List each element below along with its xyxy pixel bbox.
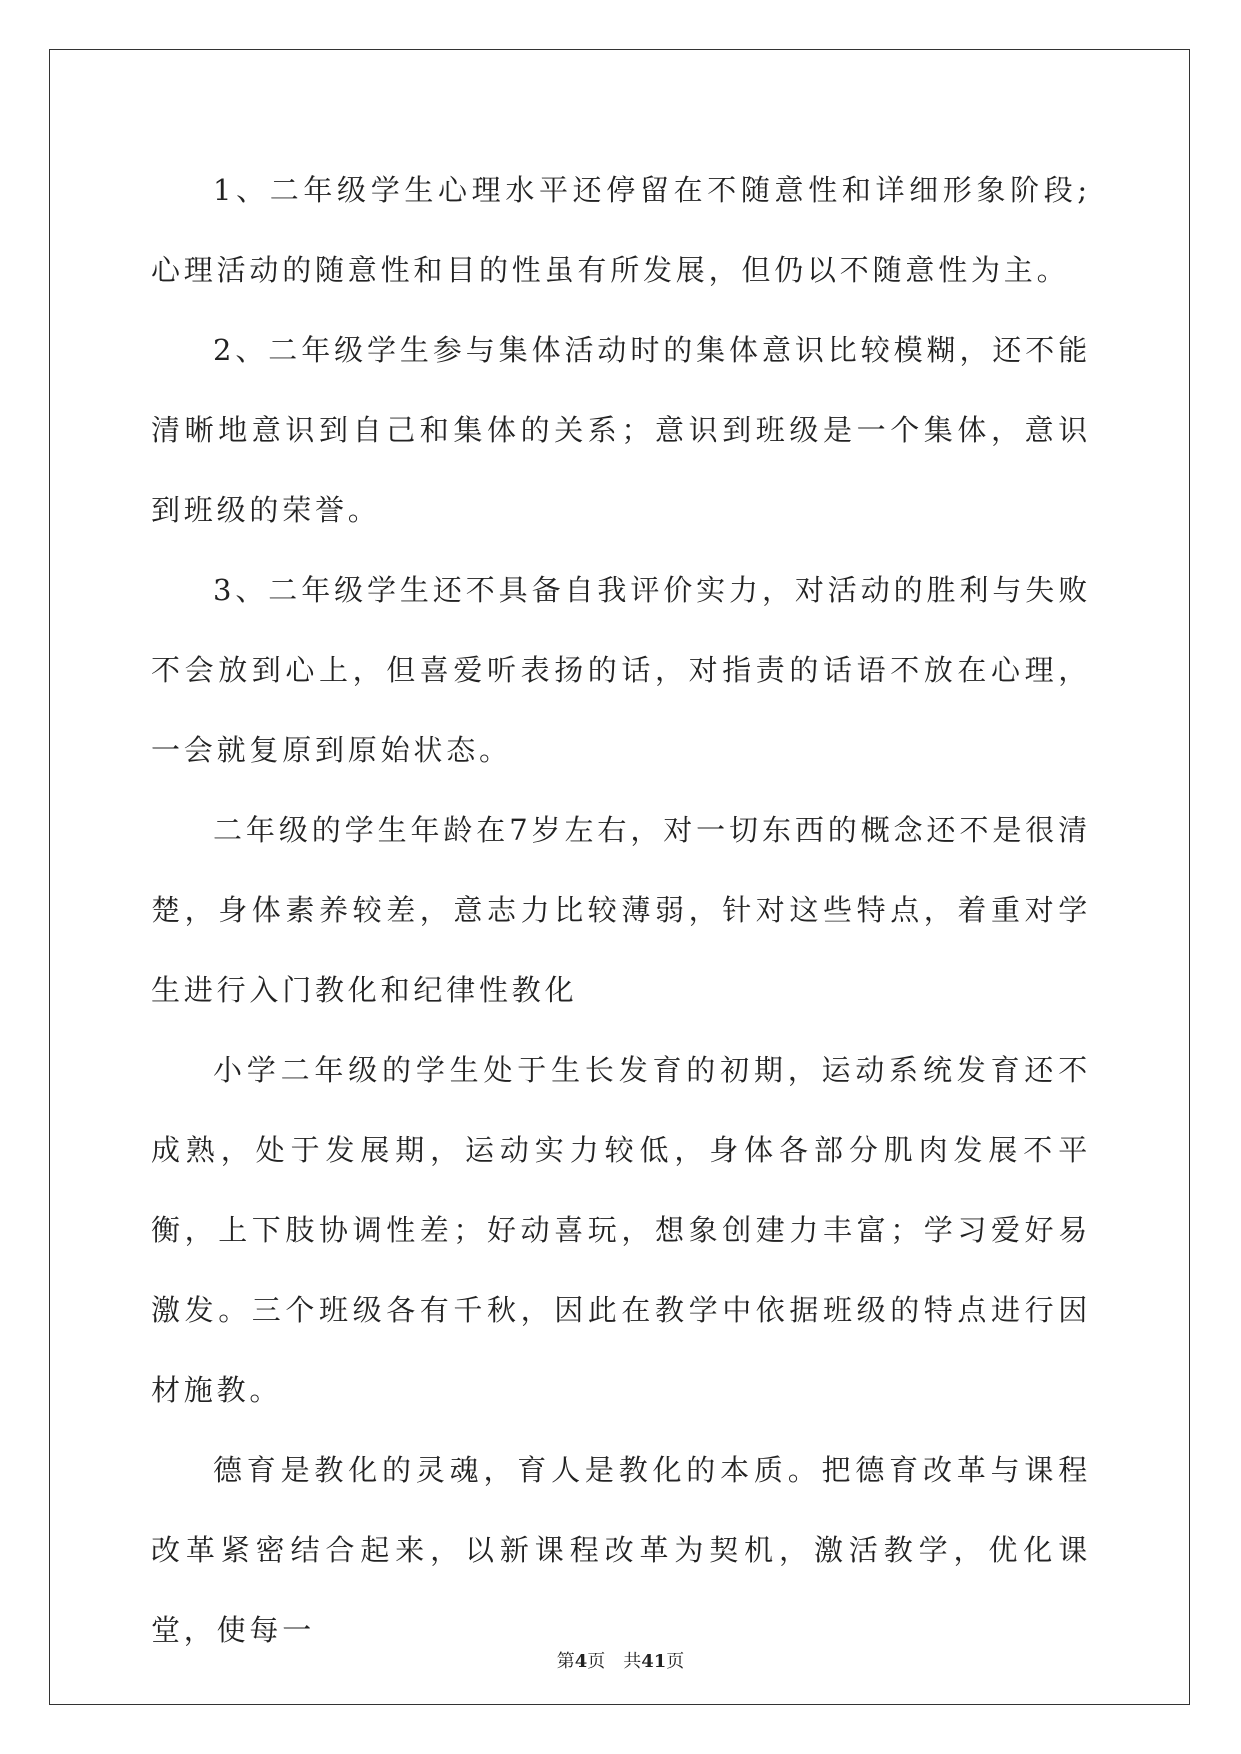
- page-number: 4: [574, 1651, 588, 1672]
- page-suffix: 页: [587, 1651, 606, 1672]
- paragraph-5: 小学二年级的学生处于生长发育的初期，运动系统发育还不成熟，处于发展期，运动实力较低，身体各部分肌肉发展不平衡，上下肢协调性差；好动喜玩，想象创建力丰富；学习爱好易激发。三个班级各有千秋，因此在教学中依据班级的特点进行因材施教。: [151, 1053, 1091, 1407]
- paragraph-2: 2、二年级学生参与集体活动时的集体意识比较模糊，还不能清晰地意识到自己和集体的关系；意识到班级是一个集体，意识到班级的荣誉。: [151, 333, 1091, 527]
- total-pages: 41: [641, 1651, 667, 1672]
- paragraph-6: 德育是教化的灵魂，育人是教化的本质。把德育改革与课程改革紧密结合起来，以新课程改革为契机，激活教学，优化课堂，使每一: [151, 1453, 1091, 1647]
- page-prefix: 第: [556, 1651, 575, 1672]
- paragraph-1: 1、二年级学生心理水平还停留在不随意性和详细形象阶段;心理活动的随意性和目的性虽有所发展，但仍以不随意性为主。: [151, 173, 1091, 287]
- paragraph-4: 二年级的学生年龄在7岁左右，对一切东西的概念还不是很清楚，身体素养较差，意志力比较薄弱，针对这些特点，着重对学生进行入门教化和纪律性教化: [151, 813, 1091, 1007]
- paragraph-3: 3、二年级学生还不具备自我评价实力，对活动的胜利与失败不会放到心上，但喜爱听表扬的话，对指责的话语不放在心理，一会就复原到原始状态。: [151, 573, 1091, 767]
- page-footer: [0, 1650, 1241, 1674]
- document-body: [151, 150, 1091, 1670]
- total-suffix: 页: [666, 1651, 685, 1672]
- total-prefix: 共: [623, 1651, 642, 1672]
